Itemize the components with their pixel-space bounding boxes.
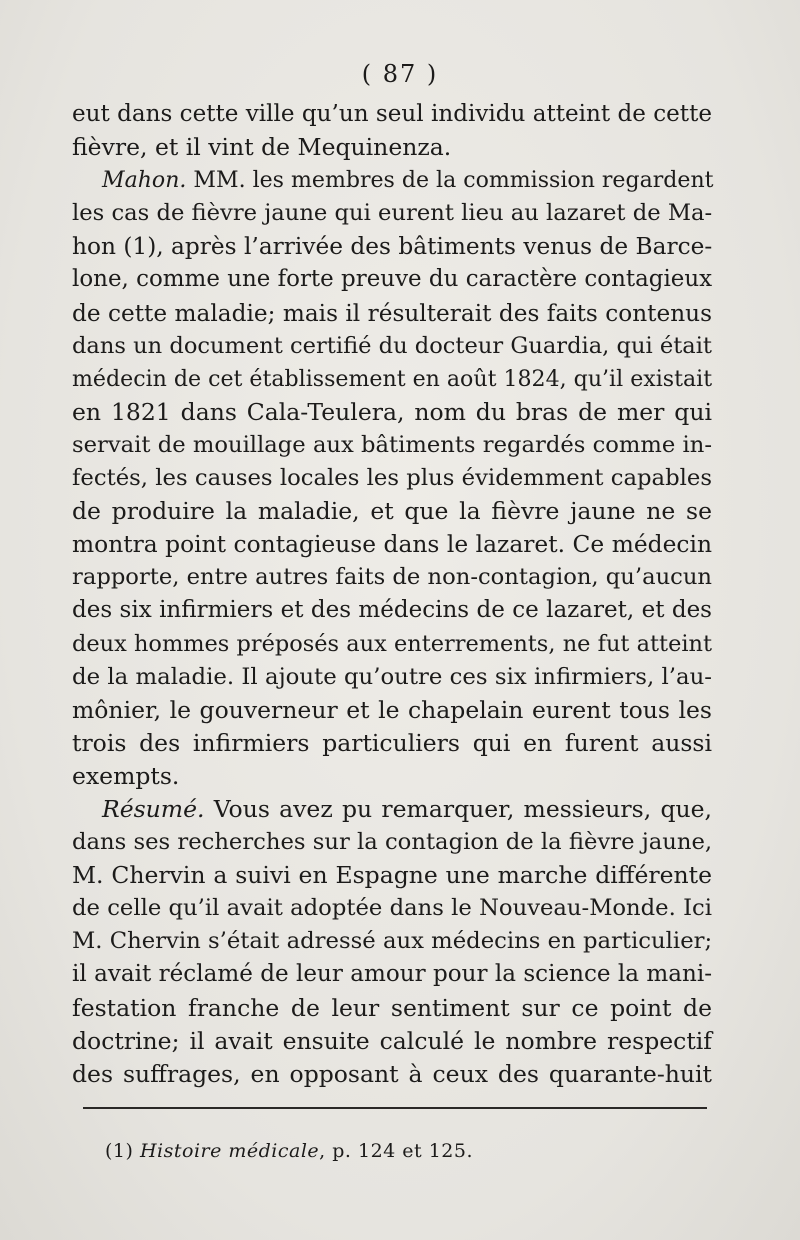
text-line: doctrine; il avait ensuite calculé le nombre respectif bbox=[72, 1026, 712, 1055]
text-line: exempts. bbox=[72, 761, 180, 790]
text-line: dans ses recherches sur la contagion de la fièvre jaune, bbox=[72, 829, 713, 856]
text-line: fièvre, et il vint de Mequinenza. bbox=[72, 133, 452, 162]
text-line: il avait réclamé de leur amour pour la science la mani- bbox=[72, 961, 712, 988]
text-line: montra point contagieuse dans le lazaret. Ce médecin bbox=[72, 530, 712, 559]
paragraph-1 bbox=[72, 98, 712, 164]
text-line: lone, comme une forte preuve du caractère contagieux bbox=[72, 266, 713, 293]
text-line: de produire la maladie, et que la fièvre jaune ne se bbox=[72, 497, 712, 526]
paragraph-mahon bbox=[72, 164, 712, 793]
text-line: fectés, les causes locales les plus évidemment capables bbox=[72, 465, 712, 492]
text-line bbox=[72, 164, 712, 197]
text-line: des suffrages, en opposant à ceux des quarante-huit bbox=[72, 1059, 712, 1088]
footnote-marker: (1) bbox=[105, 1140, 134, 1162]
footnote-title: Histoire médicale bbox=[139, 1140, 320, 1162]
text-line: hon (1), après l’arrivée des bâtiments venus de Barce- bbox=[72, 233, 713, 261]
text-line-rest: Vous avez pu remarquer, messieurs, que, bbox=[204, 794, 712, 823]
text-line: de cette maladie; mais il résulterait des faits contenus bbox=[72, 299, 712, 327]
text-line: les cas de fièvre jaune qui eurent lieu au lazaret de Ma- bbox=[72, 200, 713, 227]
text-line: rapporte, entre autres faits de non-contagion, qu’aucun bbox=[72, 564, 712, 591]
text-line-rest: MM. les membres de la commission regardent bbox=[186, 168, 714, 194]
text-line: en 1821 dans Cala-Teulera, nom du bras de mer qui bbox=[72, 397, 712, 426]
text-line: mônier, le gouverneur et le chapelain eurent tous les bbox=[72, 695, 712, 724]
text-line: de la maladie. Il ajoute qu’outre ces six infirmiers, l’au- bbox=[72, 663, 712, 690]
text-line: médecin de cet établissement en août 1824, qu’il existait bbox=[72, 365, 713, 392]
paragraph-resume bbox=[72, 793, 712, 1091]
page-number: ( 87 ) bbox=[361, 60, 439, 88]
footnote-divider bbox=[83, 1107, 707, 1109]
text-line: deux hommes préposés aux enterrements, ne fut atteint bbox=[72, 630, 712, 657]
text-line: eut dans cette ville qu’un seul individu atteint de cette bbox=[72, 101, 712, 127]
footnote bbox=[105, 1140, 473, 1162]
section-heading-resume: Résumé. bbox=[102, 794, 205, 823]
text-line: dans un document certifié du docteur Guardia, qui était bbox=[72, 332, 712, 359]
text-line: des six infirmiers et des médecins de ce lazaret, et des bbox=[72, 597, 712, 624]
section-heading-mahon: Mahon. bbox=[102, 168, 187, 194]
text-line: de celle qu’il avait adoptée dans le Nouveau-Monde. Ici bbox=[72, 895, 712, 922]
text-line: M. Chervin s’était adressé aux médecins en particulier; bbox=[72, 928, 713, 955]
page-body bbox=[72, 98, 712, 1091]
text-line: servait de mouillage aux bâtiments regardés comme in- bbox=[72, 431, 712, 458]
text-line bbox=[72, 793, 712, 826]
text-line: trois des infirmiers particuliers qui en furent aussi bbox=[72, 728, 712, 757]
text-line: M. Chervin a suivi en Espagne une marche différente bbox=[72, 861, 712, 890]
text-line: festation franche de leur sentiment sur ce point de bbox=[72, 993, 712, 1022]
footnote-rest: , p. 124 et 125. bbox=[319, 1140, 474, 1162]
